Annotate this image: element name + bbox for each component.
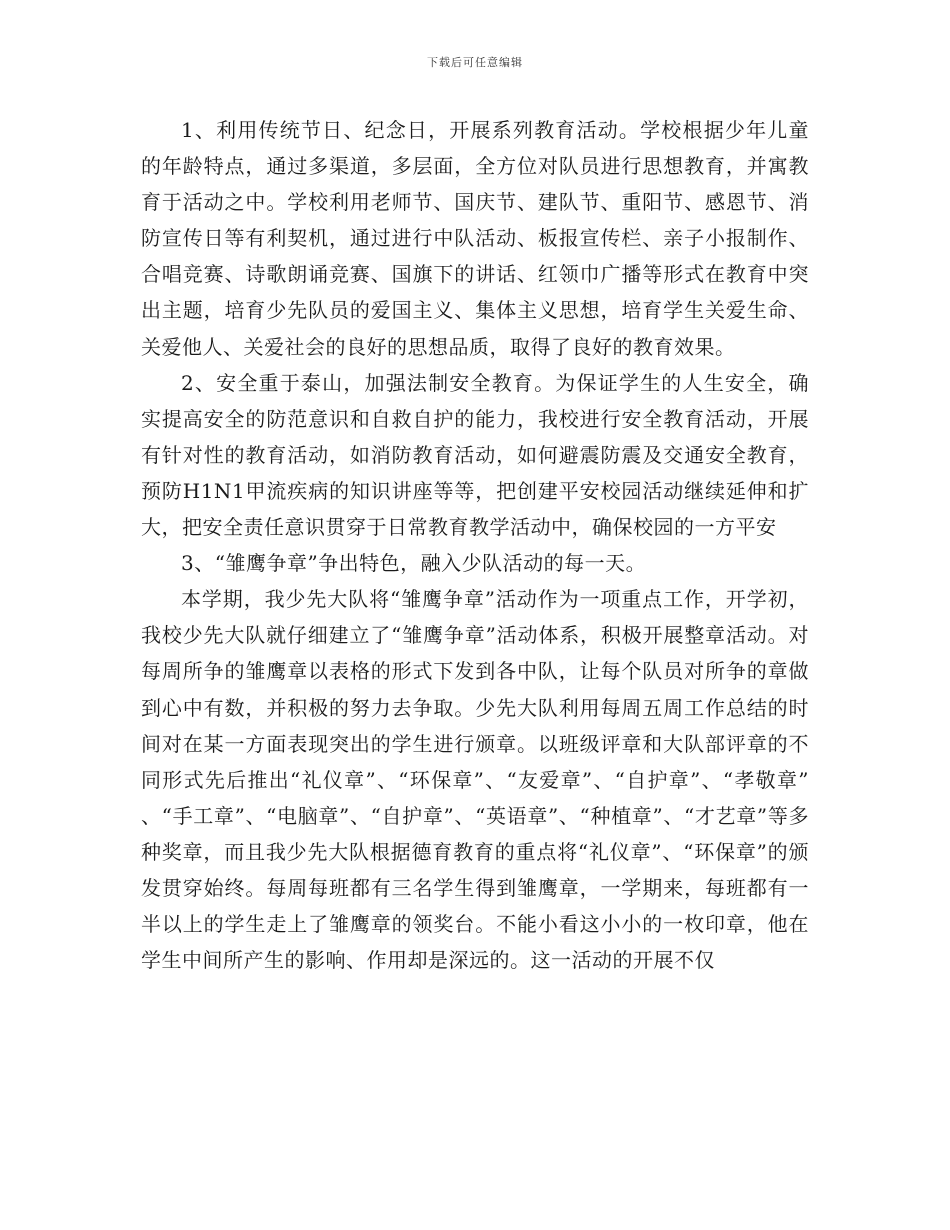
paragraph-2: 2、安全重于泰山，加强法制安全教育。为保证学生的人生安全，确实提高安全的防范意识和自救自护的能力，我校进行安全教育活动，开展有针对性的教育活动，如消防教育活动，如何避震防震及交通安全教育，预防H1N1甲流疾病的知识讲座等等，把创建平安校园活动继续延伸和扩大，把安全责任意识贯穿于日常教育教学活动中，确保校园的一方平安 <box>141 370 809 540</box>
page-header: 下载后可任意编辑 <box>427 56 523 69</box>
document-body <box>141 112 809 978</box>
paragraph-3: 3、“雏鹰争章”争出特色，融入少队活动的每一天。 <box>181 551 647 576</box>
paragraph-4: 本学期，我少先大队将“雏鹰争章”活动作为一项重点工作，开学初，我校少先大队就仔细建立了“雏鹰争章”活动体系，积极开展整章活动。对每周所争的雏鹰章以表格的形式下发到各中队，让每个队员对所争的章做到心中有数，并积极的努力去争取。少先大队利用每周五周工作总结的时间对在某一方面表现突出的学生进行颁章。以班级评章和大队部评章的不同形式先后推出“礼仪章”、“环保章”、“友爱章”、“自护章”、“孝敬章” 、“手工章”、“电脑章”、“自护章”、“英语章”、“种植章”、“才艺章”等多种奖章，而且我少先大队根据德育教育的重点将“礼仪章”、“环保章”的颁发贯穿始终。每周每班都有三名学生得到雏鹰章，一学期来，每班都有一半以上的学生走上了雏鹰章的领奖台。不能小看这小小的一枚印章，他在学生中间所产生的影响、作用却是深远的。这一活动的开展不仅 <box>141 587 809 973</box>
paragraph-1: 1、利用传统节日、纪念日，开展系列教育活动。学校根据少年儿童的年龄特点，通过多渠道，多层面，全方位对队员进行思想教育，并寓教育于活动之中。学校利用老师节、国庆节、建队节、重阳节、感恩节、消防宣传日等有利契机，通过进行中队活动、板报宣传栏、亲子小报制作、合唱竞赛、诗歌朗诵竞赛、国旗下的讲话、红领巾广播等形式在教育中突出主题，培育少先队员的爱国主义、集体主义思想，培育学生关爱生命、关爱他人、关爱社会的良好的思想品质，取得了良好的教育效果。 <box>141 118 809 359</box>
